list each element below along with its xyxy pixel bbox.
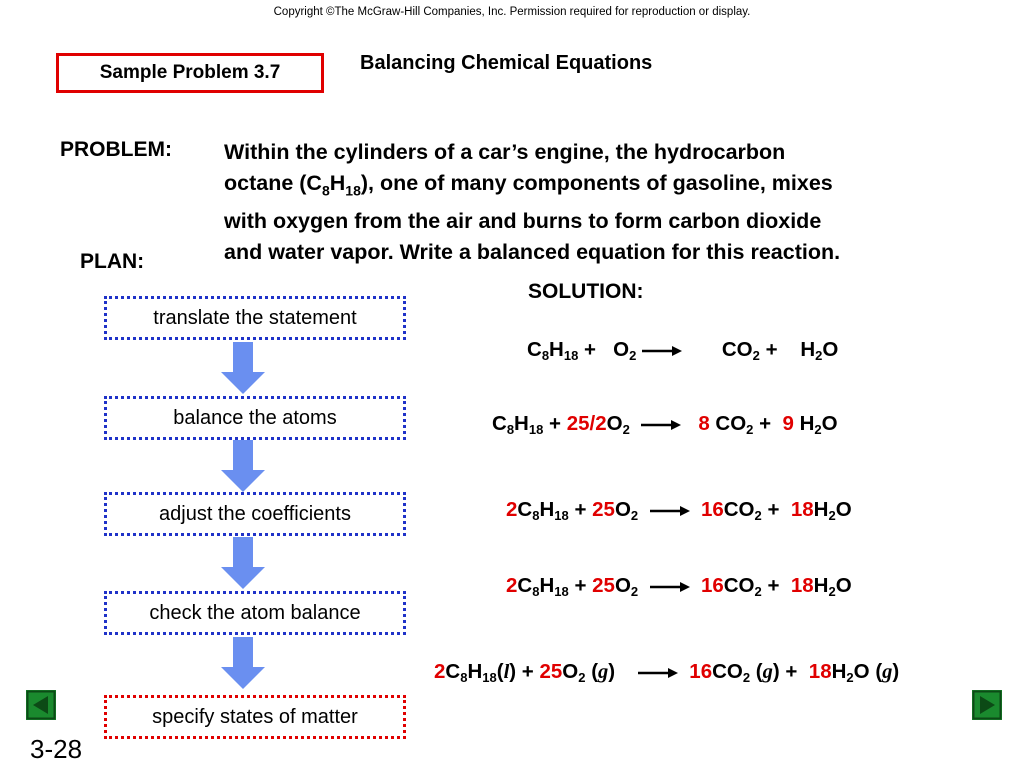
- equation-translate: $C_8H_{18}$ + $O_2$ $CO_2$ + $H_2O$: [527, 338, 839, 363]
- equation-adjust: $2C_8H_{18} + 25O_2$ $16CO_2 + 18H_2O$: [506, 498, 852, 523]
- problem-line-2: octane $(C_8H_{18})$, one of many components of gasoline, mixes: [224, 171, 833, 199]
- equation-check: $2C_8H_{18} + 25O_2$ $16CO_2 + 18H_2O$: [506, 574, 852, 599]
- reaction-arrow-icon: [642, 344, 682, 358]
- plan-step-states: specify states of matter: [104, 695, 406, 739]
- sample-problem-box: [56, 53, 324, 93]
- plan-label: PLAN:: [80, 250, 145, 273]
- problem-text: [224, 137, 984, 268]
- solution-label: SOLUTION:: [528, 280, 644, 303]
- plan-step-translate: translate the statement: [104, 296, 406, 340]
- down-arrow-icon: [219, 440, 267, 492]
- slide-number: 3-28: [30, 734, 83, 764]
- plan-step-check: check the atom balance: [104, 591, 406, 635]
- down-arrow-icon: [219, 342, 267, 394]
- previous-slide-icon[interactable]: [26, 690, 56, 720]
- problem-line-3: with oxygen from the air and burns to form carbon dioxide: [224, 209, 822, 234]
- reaction-arrow-icon: [638, 666, 678, 680]
- down-arrow-icon: [219, 637, 267, 689]
- plan-step-adjust: adjust the coefficients: [104, 492, 406, 536]
- page-title: Balancing Chemical Equations: [360, 52, 653, 74]
- problem-line-1: Within the cylinders of a car’s engine, the hydrocarbon: [224, 140, 786, 164]
- down-arrow-icon: [219, 537, 267, 589]
- reaction-arrow-icon: [650, 580, 690, 594]
- copyright-notice: Copyright ©The McGraw-Hill Companies, Inc. Permission required for reproduction or display.: [273, 6, 751, 18]
- next-slide-icon[interactable]: [972, 690, 1002, 720]
- sample-problem-label: Sample Problem 3.7: [99, 62, 281, 83]
- plan-step-balance: balance the atoms: [104, 396, 406, 440]
- reaction-arrow-icon: [650, 504, 690, 518]
- problem-label: PROBLEM:: [60, 138, 172, 161]
- equation-balance: $C_8H_{18} + 25/2O_2$ 8 $CO_2 + 9$ $H_2O$: [492, 412, 838, 437]
- problem-line-4: and water vapor. Write a balanced equation for this reaction.: [224, 240, 841, 265]
- reaction-arrow-icon: [641, 418, 681, 432]
- equation-states: $2C_8H_{18}(l) + 25O_2$ (g) $16CO_2$ $(g) + 18H_2O$ (g): [434, 660, 900, 685]
